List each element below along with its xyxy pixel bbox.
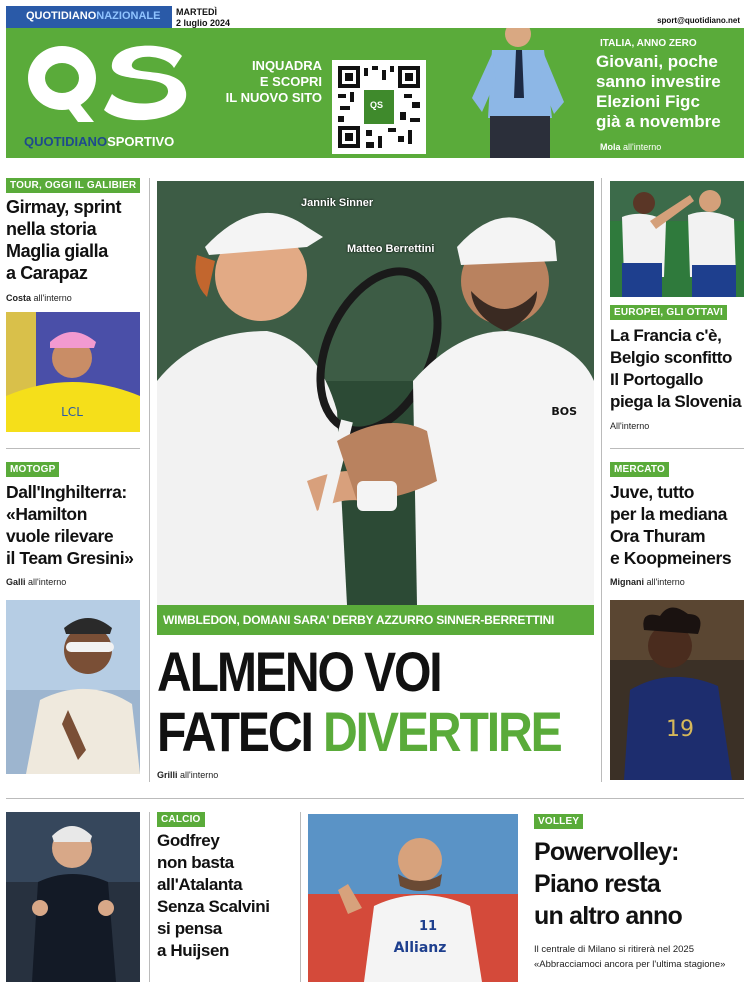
masthead-headline-line-3: Elezioni Figc (596, 92, 700, 111)
mercato-byline (610, 577, 685, 587)
bottom-separator-1 (149, 812, 150, 982)
tour-byline (6, 293, 72, 303)
brand-left: QUOTIDIANO (26, 10, 97, 22)
volley-jersey-number: 11 (418, 919, 438, 934)
masthead-headline[interactable] (596, 52, 742, 132)
motogp-byline-name: Galli (6, 577, 26, 587)
masthead-band (6, 28, 744, 158)
tag-europei: EUROPEI, GLI OTTAVI (610, 305, 727, 320)
tag-mercato: MERCATO (610, 462, 669, 477)
brand-right: NAZIONALE (96, 10, 161, 22)
photo-label-berrettini: Matteo Berrettini (347, 243, 435, 255)
motogp-headline-line-3: vuole rilevare (6, 526, 114, 546)
tour-byline-rest: all'interno (31, 293, 72, 303)
contact-email[interactable]: sport@quotidiano.net (657, 16, 740, 25)
main-strap-text: WIMBLEDON, DOMANI SARA' DERBY AZZURRO SINNER-BERRETTINI (163, 613, 555, 627)
masthead-headline-line-4: già a novembre (596, 112, 721, 131)
mercato-byline-name: Mignani (610, 577, 644, 587)
shirt-logo: BOS (551, 405, 577, 418)
europei-headline-line-1: La Francia c'è, (610, 326, 722, 345)
right-divider-1 (610, 448, 744, 449)
motogp-byline (6, 577, 66, 587)
masthead-headline-line-1: Giovani, poche (596, 52, 718, 71)
mercato-headline[interactable] (610, 481, 750, 569)
europei-headline-line-3: Il Portogallo (610, 370, 704, 389)
volley-headline-line-2: Piano resta (534, 870, 660, 898)
photo-label-sinner: Jannik Sinner (301, 197, 374, 209)
masthead-kicker: ITALIA, ANNO ZERO (600, 38, 697, 49)
coach-photo (436, 28, 596, 158)
issue-date: 2 luglio 2024 (176, 18, 231, 28)
masthead-headline-line-2: sanno investire (596, 72, 721, 91)
promo-line-2: E SCOPRI (259, 74, 322, 89)
sub-brand-right: SPORTIVO (107, 134, 175, 149)
brand-strip (6, 6, 172, 28)
svg-text:LCL: LCL (61, 405, 83, 419)
france-photo (610, 181, 744, 297)
mercato-headline-line-4: e Koopmeiners (610, 548, 732, 568)
tour-photo (6, 312, 140, 432)
masthead-byline-name: Mola (600, 142, 621, 152)
right-column-separator (601, 178, 602, 782)
promo-line-3: IL NUOVO SITO (225, 90, 322, 105)
europei-headline[interactable] (610, 325, 750, 413)
sub-brand (24, 134, 174, 149)
motogp-headline-line-4: il Team Gresini» (6, 548, 134, 568)
hamilton-photo (6, 600, 140, 774)
volley-jersey-brand: Allianz (393, 940, 447, 956)
qs-logo-graphic (20, 36, 190, 126)
calcio-headline-line-6: a Huijsen (157, 941, 229, 960)
coach-gasperini-image (6, 812, 140, 982)
tour-headline-line-2: nella storia (6, 219, 97, 239)
left-divider-1 (6, 448, 140, 449)
qs-logo[interactable] (20, 36, 190, 126)
gasperini-photo (6, 812, 140, 982)
volley-subhead-2: «Abbracciamoci ancora per l'ultima stagione» (534, 959, 726, 970)
qr-center-label: QS (370, 100, 384, 110)
calcio-headline-line-1: Godfrey (157, 831, 220, 850)
cyclist-yellow-jersey-image (6, 312, 140, 432)
main-headline[interactable] (157, 640, 561, 763)
volley-player-image (308, 814, 518, 982)
tour-headline-line-4: a Carapaz (6, 263, 88, 283)
masthead-byline (600, 142, 661, 152)
mercato-byline-rest: all'interno (644, 577, 685, 587)
volley-headline-line-1: Powervolley: (534, 838, 679, 866)
qr-code[interactable] (332, 60, 426, 154)
promo-text[interactable] (206, 58, 322, 106)
main-headline-green: DIVERTIRE (323, 700, 561, 763)
main-photo (157, 181, 594, 605)
europei-headline-line-2: Belgio sconfitto (610, 348, 733, 367)
volley-headline-line-3: un altro anno (534, 902, 682, 930)
calcio-headline-line-4: Senza Scalvini (157, 897, 270, 916)
main-byline-name: Grilli (157, 770, 178, 780)
volley-subhead-1: Il centrale di Milano si ritirerà nel 2025 (534, 944, 694, 955)
main-headline-black: FATECI (157, 700, 312, 763)
left-column-separator (149, 178, 150, 782)
thuram-photo (610, 600, 744, 780)
motogp-byline-rest: all'interno (25, 577, 67, 587)
motogp-headline[interactable] (6, 481, 150, 569)
tour-headline-line-3: Maglia gialla (6, 241, 108, 261)
driver-portrait-image (6, 600, 140, 774)
france-player-jersey-image (610, 600, 744, 780)
volley-subhead (534, 942, 746, 972)
volley-photo (308, 814, 518, 982)
volley-headline[interactable] (534, 836, 744, 932)
tag-calcio: CALCIO (157, 812, 205, 827)
motogp-headline-line-2: «Hamilton (6, 504, 87, 524)
calcio-headline[interactable] (157, 830, 297, 962)
issue-day: MARTEDÌ (176, 7, 217, 17)
main-headline-line-2 (157, 700, 561, 763)
tag-motogp: MOTOGP (6, 462, 59, 477)
masthead-topbar (6, 6, 744, 28)
tag-volley: VOLLEY (534, 814, 583, 829)
coach-figure-image (436, 28, 596, 158)
tag-tour: TOUR, OGGI IL GALIBIER (6, 178, 140, 193)
sub-brand-left: QUOTIDIANO (24, 134, 108, 149)
tour-headline[interactable] (6, 196, 146, 284)
main-strap (157, 605, 594, 635)
france-players-image (610, 181, 744, 297)
bottom-divider (6, 798, 744, 799)
promo-line-1: INQUADRA (251, 58, 322, 73)
europei-byline (610, 421, 649, 431)
europei-headline-line-4: piega la Slovenia (610, 392, 742, 411)
masthead-byline-rest: all'interno (620, 142, 662, 152)
main-byline (157, 770, 218, 780)
motogp-headline-line-1: Dall'Inghilterra: (6, 482, 127, 502)
europei-byline-rest: All'interno (610, 421, 650, 431)
tour-headline-line-1: Girmay, sprint (6, 197, 122, 217)
main-byline-rest: all'interno (177, 770, 219, 780)
mercato-headline-line-3: Ora Thuram (610, 526, 706, 546)
calcio-headline-line-5: si pensa (157, 919, 222, 938)
tour-byline-name: Costa (6, 293, 32, 303)
calcio-headline-line-2: non basta (157, 853, 234, 872)
bottom-separator-2 (300, 812, 301, 982)
mercato-headline-line-1: Juve, tutto (610, 482, 695, 502)
jersey-number: 19 (666, 717, 694, 742)
mercato-headline-line-2: per la mediana (610, 504, 727, 524)
main-headline-line-1: ALMENO VOI (157, 640, 441, 703)
calcio-headline-line-3: all'Atalanta (157, 875, 243, 894)
